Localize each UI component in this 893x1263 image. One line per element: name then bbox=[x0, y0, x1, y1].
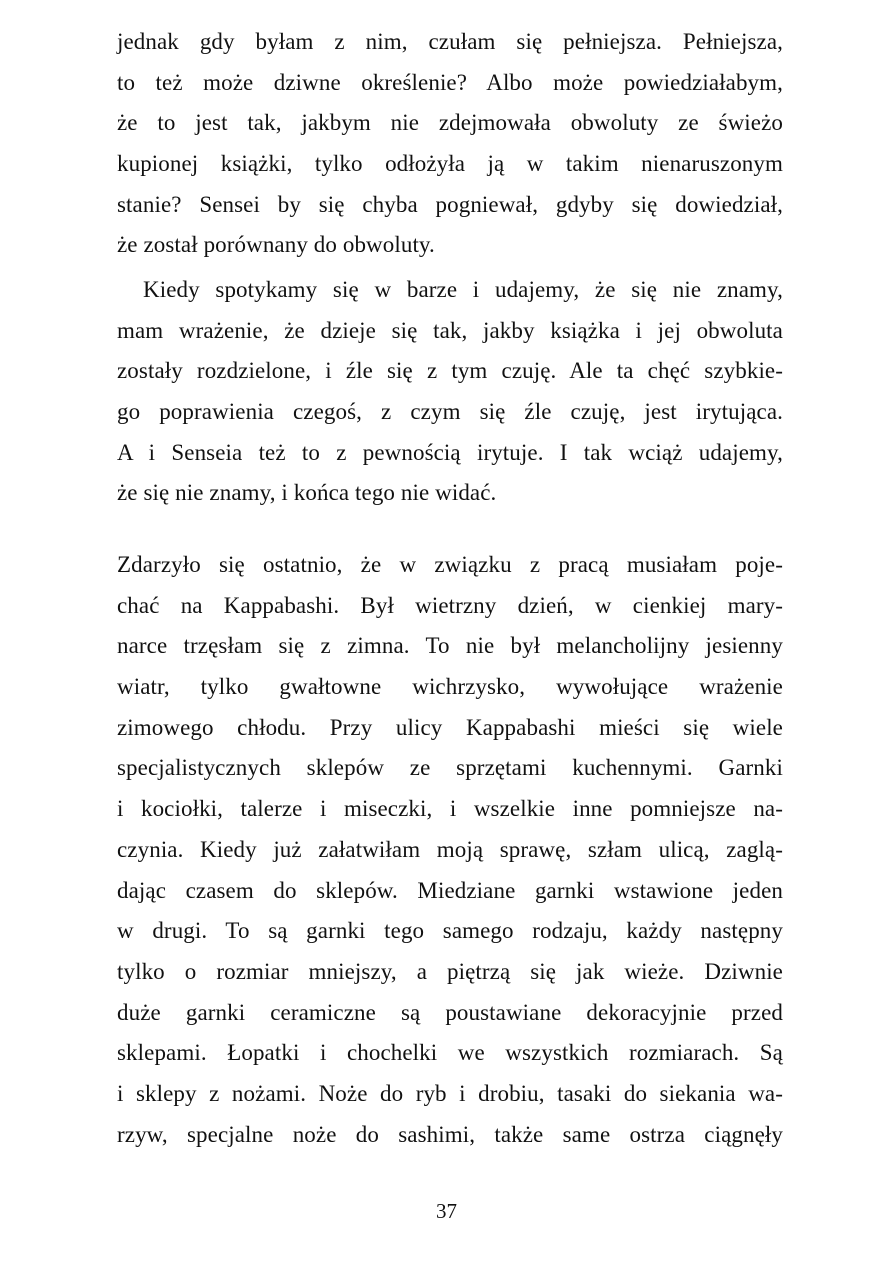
text-line: rzyw, specjalne noże do sashimi, także same ostrza ciągnęły bbox=[117, 1121, 783, 1147]
text-line: sklepami. Łopatki i chochelki we wszystkich rozmiarach. Są bbox=[117, 1040, 783, 1066]
text-line: go poprawienia czegoś, z czym się źle czuję, jest irytująca. bbox=[117, 399, 783, 425]
text-line: że się nie znamy, i końca tego nie widać. bbox=[117, 480, 497, 506]
text-line: w drugi. To są garnki tego samego rodzaju, każdy następny bbox=[117, 918, 783, 944]
text-line: zimowego chłodu. Przy ulicy Kappabashi mieści się wiele bbox=[117, 714, 783, 740]
text-line: to też może dziwne określenie? Albo może powiedziałabym, bbox=[117, 69, 783, 95]
text-line: stanie? Sensei by się chyba pogniewał, gdyby się dowiedział, bbox=[117, 191, 783, 217]
text-line: zostały rozdzielone, i źle się z tym czuję. Ale ta chęć szybkie- bbox=[117, 358, 783, 384]
text-line: A i Senseia też to z pewnością irytuje. I tak wciąż udajemy, bbox=[117, 439, 783, 465]
text-line: Zdarzyło się ostatnio, że w związku z pracą musiałam poje- bbox=[117, 552, 783, 577]
paragraph-2 bbox=[117, 270, 783, 514]
text-line: chać na Kappabashi. Był wietrzny dzień, w cienkiej mary- bbox=[117, 592, 783, 618]
text-line: jednak gdy byłam z nim, czułam się pełniejsza. Pełniejsza, bbox=[117, 29, 783, 54]
page-number: 37 bbox=[436, 1199, 457, 1223]
text-line: duże garnki ceramiczne są poustawiane dekoracyjnie przed bbox=[117, 999, 783, 1025]
text-line: mam wrażenie, że dzieje się tak, jakby książka i jej obwoluta bbox=[117, 317, 783, 343]
text-line: kupionej książki, tylko odłożyła ją w takim nienaruszonym bbox=[117, 151, 783, 177]
text-line: że to jest tak, jakbym nie zdejmowała obwoluty ze świeżo bbox=[117, 110, 783, 136]
paragraph-3 bbox=[117, 545, 783, 1155]
text-line: tylko o rozmiar mniejszy, a piętrzą się jak wieże. Dziwnie bbox=[117, 958, 783, 984]
text-line: i sklepy z nożami. Noże do ryb i drobiu, tasaki do siekania wa- bbox=[117, 1080, 783, 1106]
text-line: i kociołki, talerze i miseczki, i wszelkie inne pomniejsze na- bbox=[117, 796, 783, 822]
text-line: wiatr, tylko gwałtowne wichrzysko, wywołujące wrażenie bbox=[117, 674, 783, 700]
text-line: dając czasem do sklepów. Miedziane garnki wstawione jeden bbox=[117, 877, 783, 903]
text-line: specjalistycznych sklepów ze sprzętami kuchennymi. Garnki bbox=[117, 755, 783, 781]
text-line: że został porównany do obwoluty. bbox=[117, 232, 435, 258]
text-line: czynia. Kiedy już załatwiłam moją sprawę, szłam ulicą, zaglą- bbox=[117, 836, 783, 862]
text-line: Kiedy spotykamy się w barze i udajemy, że się nie znamy, bbox=[143, 277, 783, 302]
text-line: narce trzęsłam się z zimna. To nie był melancholijny jesienny bbox=[117, 633, 783, 659]
paragraph-1 bbox=[117, 22, 783, 266]
